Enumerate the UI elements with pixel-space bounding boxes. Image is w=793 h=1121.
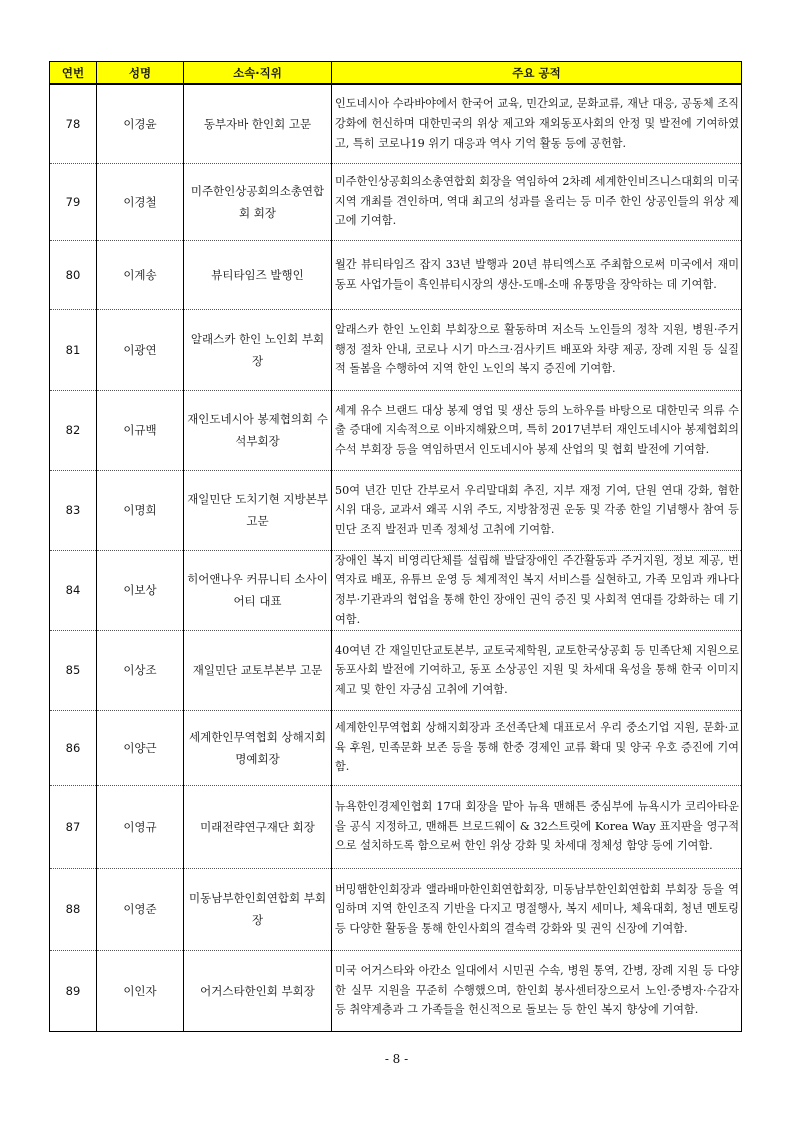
row-merit: 버밍햄한인회장과 앨라배마한인회연합회장, 미동남부한인회연합회 부회장 등을 역임하며 지역 한인조직 기반을 다지고 명절행사, 복지 세미나, 체육대회, 청년 멘토링 등 다양한 활동을 통해 한인사회의 결속력 강화와 및 권익 신장에 기여함. bbox=[332, 868, 742, 950]
row-merit: 미국 어거스타와 아칸소 일대에서 시민권 수속, 병원 통역, 간병, 장례 지원 등 다양한 실무 지원을 꾸준히 수행했으며, 한인회 봉사센터장으로서 노인·중병자·수감자 등 취약계층과 그 가족들을 헌신적으로 돌보는 등 한인 복지 향상에 기여함. bbox=[332, 950, 742, 1031]
table-row bbox=[50, 785, 742, 868]
row-merit: 미주한인상공회의소총연합회 회장을 역임하여 2차례 세계한인비즈니스대회의 미국 지역 개최를 견인하며, 역대 최고의 성과를 올리는 등 미주 한인 상공인들의 위상 제고에 기여함. bbox=[332, 163, 742, 240]
row-number: 84 bbox=[50, 550, 97, 630]
row-number: 86 bbox=[50, 710, 97, 785]
row-affiliation: 미주한인상공회의소총연합회 회장 bbox=[184, 163, 332, 240]
row-affiliation: 히어앤나우 커뮤니티 소사이어티 대표 bbox=[184, 550, 332, 630]
row-affiliation: 알래스카 한인 노인회 부회장 bbox=[184, 309, 332, 390]
row-merit: 인도네시아 수라바야에서 한국어 교육, 민간외교, 문화교류, 재난 대응, 공동체 조직 강화에 헌신하며 대한민국의 위상 제고와 재외동포사회의 안정 및 발전에 기여하였고, 특히 코로나19 위기 대응과 역사 기억 활동 등에 공헌함. bbox=[332, 84, 742, 163]
row-name: 이광연 bbox=[97, 309, 184, 390]
awards-table-sheet bbox=[49, 61, 741, 1032]
row-merit: 세계 유수 브랜드 대상 봉제 영업 및 생산 등의 노하우를 바탕으로 대한민국 의류 수출 증대에 지속적으로 이바지해왔으며, 특히 2017년부터 재인도네시아 봉제협회의 수석 부회장 등을 역임하면서 인도네시아 봉제 산업의 및 협회 발전에 기여함. bbox=[332, 390, 742, 470]
table-row bbox=[50, 550, 742, 630]
row-number: 78 bbox=[50, 84, 97, 163]
row-number: 82 bbox=[50, 390, 97, 470]
table-row bbox=[50, 470, 742, 550]
row-number: 89 bbox=[50, 950, 97, 1031]
header-affiliation: 소속·직위 bbox=[184, 62, 332, 85]
header-merit: 주요 공적 bbox=[332, 62, 742, 85]
table-row bbox=[50, 240, 742, 309]
row-number: 88 bbox=[50, 868, 97, 950]
row-affiliation: 동부자바 한인회 고문 bbox=[184, 84, 332, 163]
row-name: 이규백 bbox=[97, 390, 184, 470]
header-number: 연번 bbox=[50, 62, 97, 85]
row-name: 이영규 bbox=[97, 785, 184, 868]
row-affiliation: 미래전략연구재단 회장 bbox=[184, 785, 332, 868]
row-number: 83 bbox=[50, 470, 97, 550]
table-row bbox=[50, 390, 742, 470]
row-name: 이명희 bbox=[97, 470, 184, 550]
table-row bbox=[50, 163, 742, 240]
row-affiliation: 세계한인무역협회 상해지회 명예회장 bbox=[184, 710, 332, 785]
row-name: 이경철 bbox=[97, 163, 184, 240]
awards-table bbox=[49, 61, 742, 1032]
row-number: 81 bbox=[50, 309, 97, 390]
table-row bbox=[50, 868, 742, 950]
table-row bbox=[50, 710, 742, 785]
row-name: 이경윤 bbox=[97, 84, 184, 163]
header-name: 성명 bbox=[97, 62, 184, 85]
row-affiliation: 재일민단 도치기현 지방본부 고문 bbox=[184, 470, 332, 550]
row-affiliation: 미동남부한인회연합회 부회장 bbox=[184, 868, 332, 950]
row-affiliation: 재인도네시아 봉제협의회 수석부회장 bbox=[184, 390, 332, 470]
row-merit: 세계한인무역협회 상해지회장과 조선족단체 대표로서 우리 중소기업 지원, 문화·교육 후원, 민족문화 보존 등을 통해 한중 경제인 교류 확대 및 양국 우호 증진에 기여함. bbox=[332, 710, 742, 785]
row-affiliation: 재일민단 교토부본부 고문 bbox=[184, 630, 332, 710]
row-affiliation: 어거스타한인회 부회장 bbox=[184, 950, 332, 1031]
row-name: 이인자 bbox=[97, 950, 184, 1031]
table-row bbox=[50, 950, 742, 1031]
row-name: 이보상 bbox=[97, 550, 184, 630]
row-name: 이양근 bbox=[97, 710, 184, 785]
row-name: 이영준 bbox=[97, 868, 184, 950]
table-row bbox=[50, 309, 742, 390]
row-name: 이계송 bbox=[97, 240, 184, 309]
table-row bbox=[50, 84, 742, 163]
row-merit: 뉴욕한인경제인협회 17대 회장을 맡아 뉴욕 맨해튼 중심부에 뉴욕시가 코리아타운을 공식 지정하고, 맨해튼 브로드웨이 & 32스트릿에 Korea Way 표지판을 영구적으로 설치하도록 함으로써 한인 위상 강화 및 차세대 정체성 함양 등에 기여함. bbox=[332, 785, 742, 868]
table-row bbox=[50, 630, 742, 710]
row-merit: 알래스카 한인 노인회 부회장으로 활동하며 저소득 노인들의 정착 지원, 병원·주거 행정 절차 안내, 코로나 시기 마스크·검사키트 배포와 차량 제공, 장례 지원 등 실질적 돌봄을 수행하여 지역 한인 노인의 복지 증진에 기여함. bbox=[332, 309, 742, 390]
row-number: 85 bbox=[50, 630, 97, 710]
row-affiliation: 뷰티타임즈 발행인 bbox=[184, 240, 332, 309]
row-number: 87 bbox=[50, 785, 97, 868]
row-merit: 50여 년간 민단 간부로서 우리말대회 추진, 지부 재정 기여, 단원 연대 강화, 혐한 시위 대응, 교과서 왜곡 시위 주도, 지방참정권 운동 및 각종 한일 기념행사 참여 등 민단 조직 발전과 민족 정체성 고취에 기여함. bbox=[332, 470, 742, 550]
row-number: 80 bbox=[50, 240, 97, 309]
row-merit: 장애인 복지 비영리단체를 설립해 발달장애인 주간활동과 주거지원, 정보 제공, 번역자료 배포, 유튜브 운영 등 체계적인 복지 서비스를 실현하고, 가족 모임과 캐나다 정부·기관과의 협업을 통해 한인 장애인 권익 증진 및 사회적 연대를 강화하는 데 기여함. bbox=[332, 550, 742, 630]
page-number: - 8 - bbox=[384, 1052, 409, 1066]
row-merit: 40여년 간 재일민단교토본부, 교토국제학원, 교토한국상공회 등 민족단체 지원으로 동포사회 발전에 기여하고, 동포 소상공인 지원 및 차세대 육성을 통해 한국 이미지 제고 및 한인 자긍심 고취에 기여함. bbox=[332, 630, 742, 710]
row-merit: 월간 뷰티타임즈 잡지 33년 발행과 20년 뷰티엑스포 주최함으로써 미국에서 재미동포 사업가들이 흑인뷰티시장의 생산-도매-소매 유통망을 장악하는 데 기여함. bbox=[332, 240, 742, 309]
table-header-row bbox=[50, 62, 742, 85]
row-number: 79 bbox=[50, 163, 97, 240]
row-name: 이상조 bbox=[97, 630, 184, 710]
